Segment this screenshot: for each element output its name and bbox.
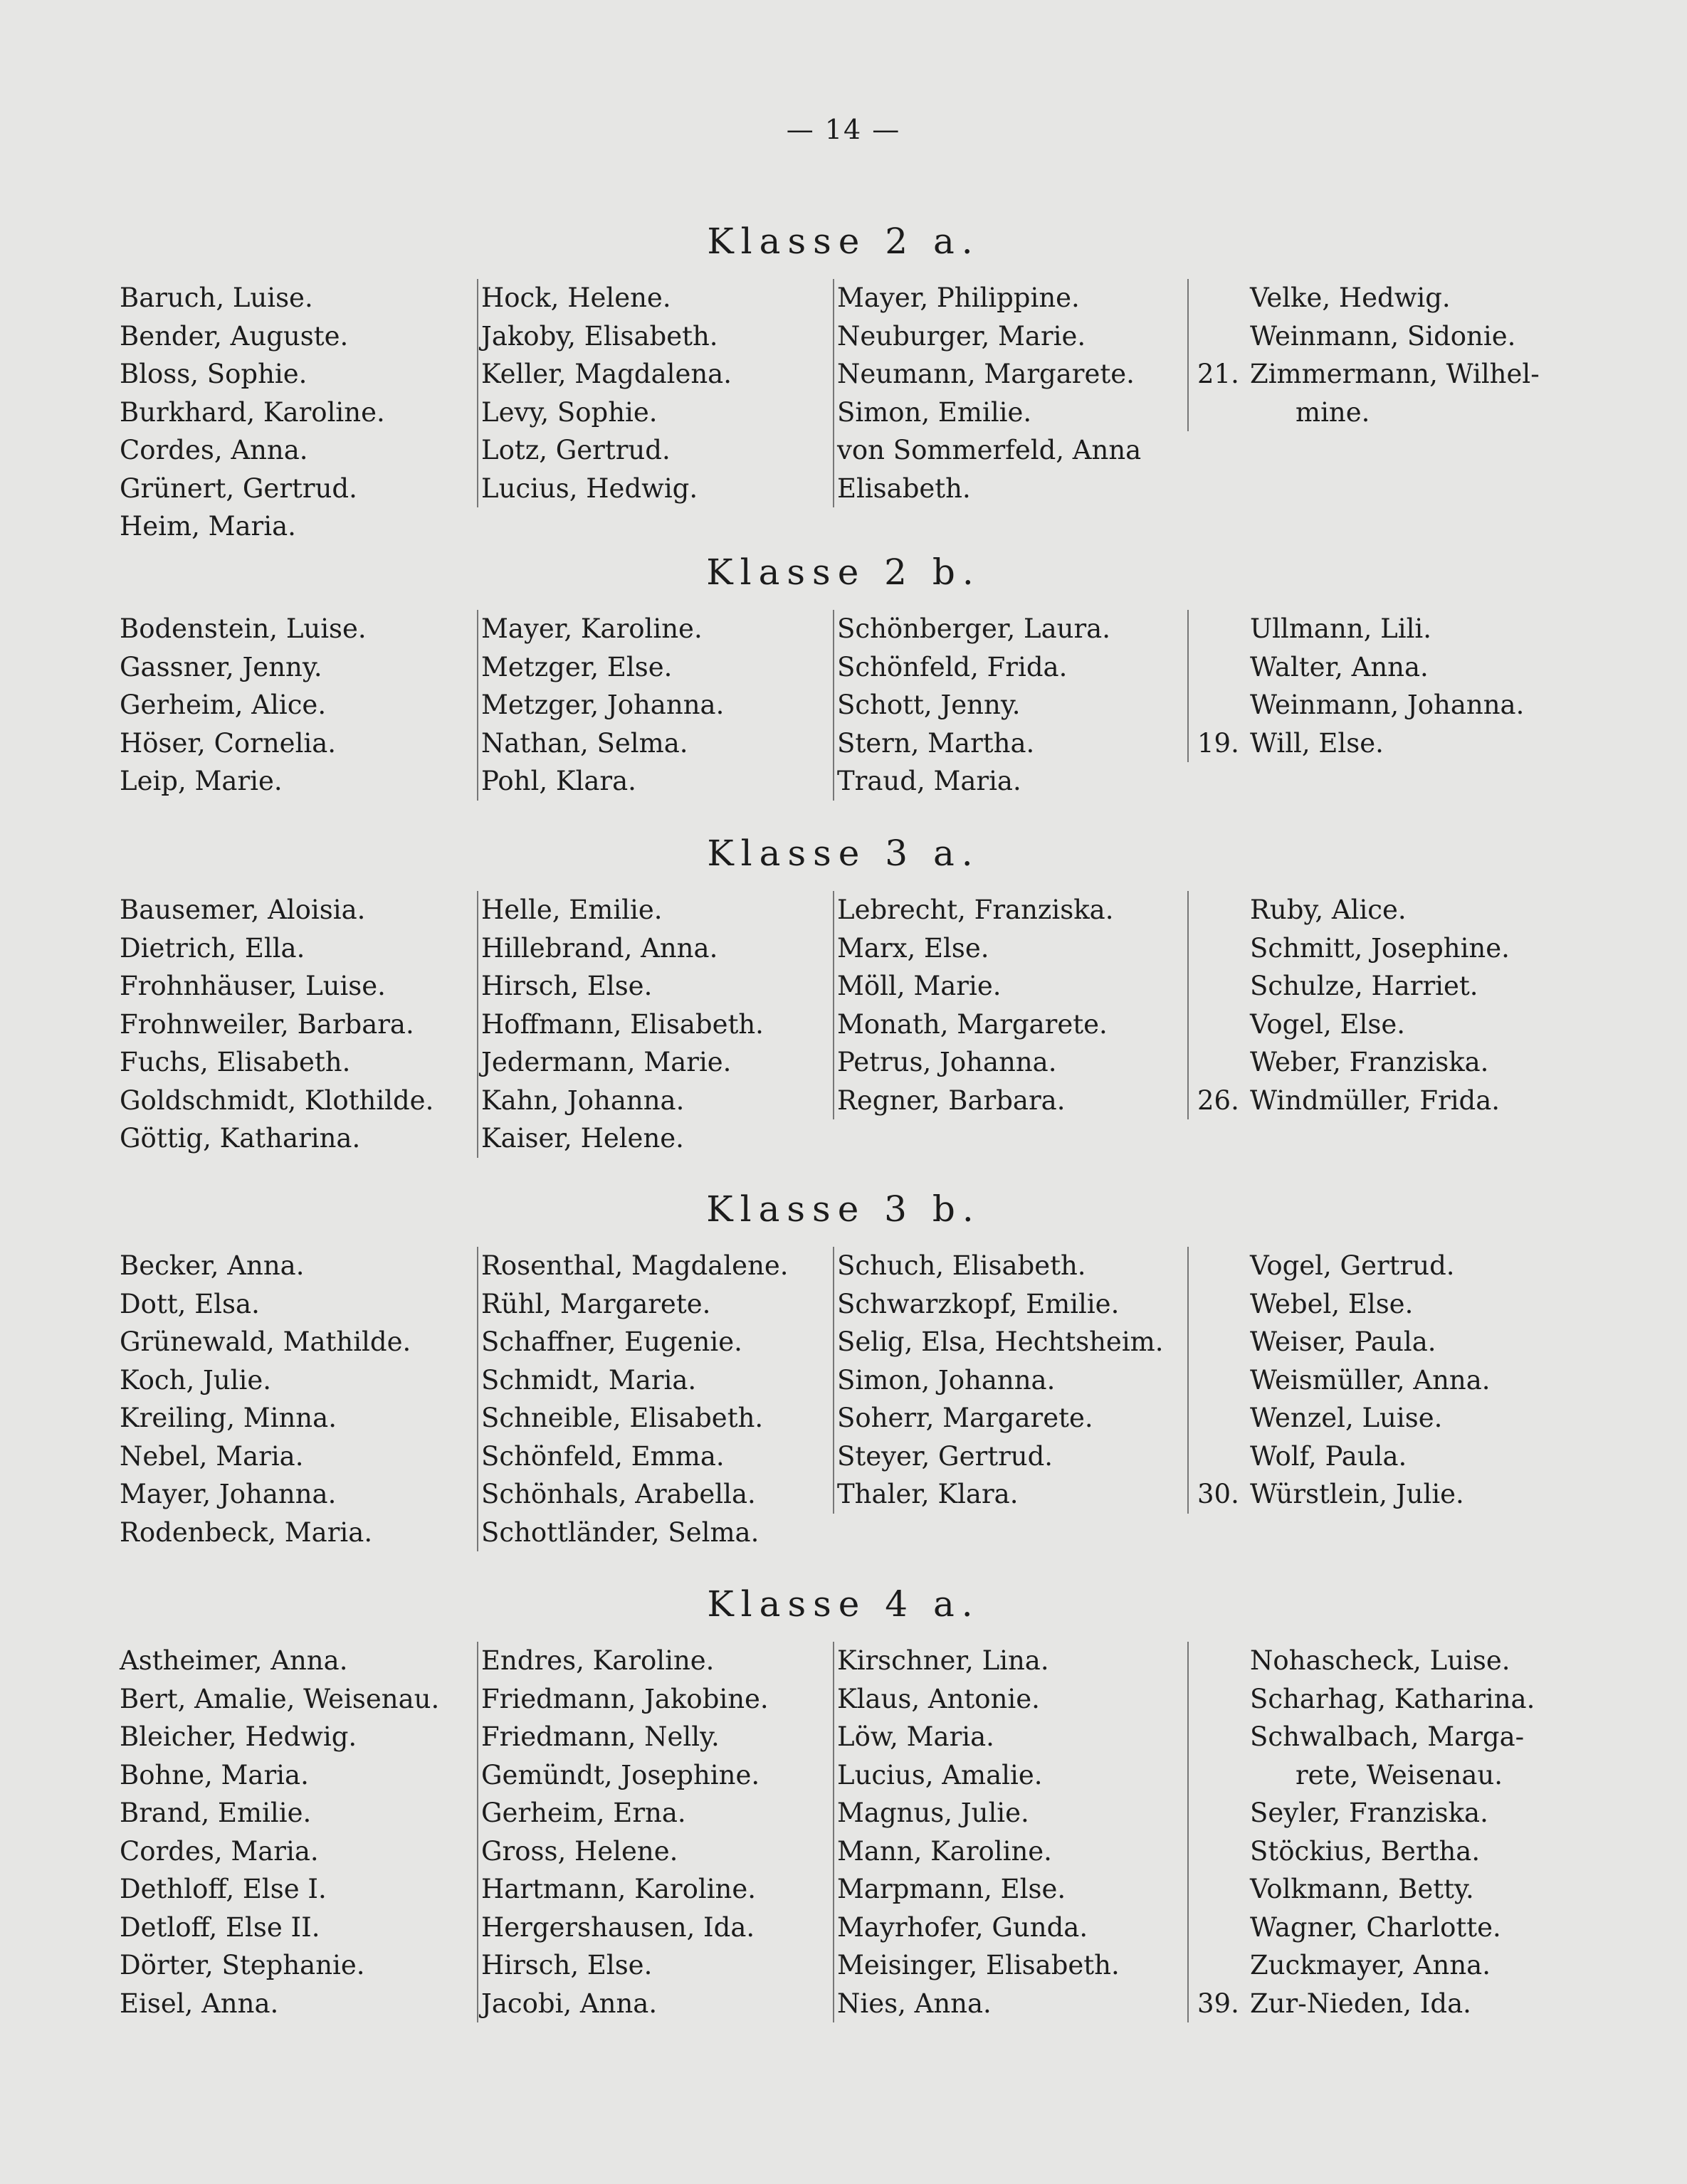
student-name: Pohl, Klara. <box>481 766 636 796</box>
student-name-text: Schulze, Harriet. <box>1250 971 1478 1001</box>
student-name-text: Ullmann, Lili. <box>1250 613 1432 644</box>
student-name: Meisinger, Elisabeth. <box>837 1950 1120 1980</box>
student-name: Schuch, Elisabeth. <box>837 1250 1086 1281</box>
student-name: Schaffner, Eugenie. <box>481 1326 742 1357</box>
class-count: 19. <box>1197 727 1239 759</box>
student-name-text: Zimmermann, Wilhel- <box>1250 359 1540 389</box>
student-name-text: Webel, Else. <box>1250 1288 1414 1319</box>
student-name: von Sommerfeld, Anna <box>837 435 1142 465</box>
student-name: Friedmann, Nelly. <box>481 1721 720 1752</box>
student-name: Simon, Johanna. <box>837 1364 1056 1396</box>
name-column <box>1187 1642 1587 2022</box>
student-name: Neuburger, Marie. <box>837 320 1086 352</box>
student-name: Dott, Elsa. <box>120 1288 260 1319</box>
student-name: Jakoby, Elisabeth. <box>481 320 718 352</box>
student-name: Kahn, Johanna. <box>481 1085 685 1116</box>
name-column <box>833 610 1186 801</box>
name-column <box>477 1642 830 2022</box>
student-name <box>1189 610 1587 648</box>
student-name: Regner, Barbara. <box>837 1085 1066 1116</box>
student-name: Hillebrand, Anna. <box>481 932 718 964</box>
student-name: Mann, Karoline. <box>837 1835 1052 1867</box>
name-column <box>120 610 461 801</box>
student-name: Jacobi, Anna. <box>481 1988 658 2019</box>
student-name: Friedmann, Jakobine. <box>481 1683 769 1714</box>
student-name <box>1189 648 1587 687</box>
student-name: Petrus, Johanna. <box>837 1047 1057 1077</box>
student-name: Hock, Helene. <box>481 283 671 313</box>
student-name: Endres, Karoline. <box>481 1645 715 1676</box>
student-name-text: Volkmann, Betty. <box>1250 1874 1474 1904</box>
student-name: Bloss, Sophie. <box>120 359 308 389</box>
student-name: Frohnweiler, Barbara. <box>120 1008 414 1040</box>
student-name: Gassner, Jenny. <box>120 651 322 682</box>
student-name <box>1189 1006 1587 1044</box>
student-name <box>1189 355 1587 394</box>
student-name: Mayer, Philippine. <box>837 283 1080 313</box>
student-name: Schmidt, Maria. <box>481 1364 697 1396</box>
student-name: Nebel, Maria. <box>120 1440 304 1472</box>
name-column <box>833 891 1186 1119</box>
student-name: Simon, Emilie. <box>837 396 1032 428</box>
name-column <box>120 279 461 546</box>
student-name: Becker, Anna. <box>120 1250 305 1281</box>
class-count: 39. <box>1197 1988 1239 2019</box>
student-name: Gerheim, Erna. <box>481 1798 686 1828</box>
student-name: Schönberger, Laura. <box>837 613 1110 644</box>
student-name: Hergershausen, Ida. <box>481 1911 755 1943</box>
student-name-text: Weber, Franziska. <box>1250 1047 1489 1077</box>
student-name: Thaler, Klara. <box>837 1479 1019 1509</box>
student-name-text: Wolf, Paula. <box>1250 1440 1407 1472</box>
student-name <box>1189 929 1587 968</box>
student-name: Möll, Marie. <box>837 971 1002 1001</box>
student-name: Kirschner, Lina. <box>837 1645 1049 1676</box>
student-name-text: Seyler, Franziska. <box>1250 1798 1488 1828</box>
student-name <box>1189 1082 1587 1120</box>
student-name-text: Vogel, Gertrud. <box>1250 1250 1455 1281</box>
student-name: Bert, Amalie, Weisenau. <box>120 1683 440 1714</box>
student-name: Jedermann, Marie. <box>481 1047 732 1077</box>
student-name-text: Schmitt, Josephine. <box>1250 932 1510 964</box>
student-name: Schönhals, Arabella. <box>481 1479 756 1509</box>
student-name: Cordes, Maria. <box>120 1835 319 1867</box>
student-name: Nathan, Selma. <box>481 727 688 759</box>
student-name <box>1189 724 1587 763</box>
student-name <box>1189 1680 1587 1719</box>
student-name <box>1189 1043 1587 1082</box>
student-name: Brand, Emilie. <box>120 1798 312 1828</box>
class-count: 26. <box>1197 1085 1239 1116</box>
student-name <box>1189 686 1587 724</box>
student-name-text: mine. <box>1296 396 1370 428</box>
student-name: Astheimer, Anna. <box>120 1645 348 1676</box>
student-name: Burkhard, Karoline. <box>120 396 385 428</box>
student-name-text: Wenzel, Luise. <box>1250 1403 1443 1433</box>
student-name: Mayer, Johanna. <box>120 1479 337 1509</box>
class-count: 30. <box>1197 1479 1239 1509</box>
student-name: Lotz, Gertrud. <box>481 435 671 465</box>
student-name <box>1189 317 1587 356</box>
class-title: Klasse 2 a. <box>707 221 980 262</box>
student-name: Löw, Maria. <box>837 1721 994 1752</box>
student-name: Metzger, Else. <box>481 651 673 682</box>
student-name: Gerheim, Alice. <box>120 690 327 720</box>
student-name-text: Ruby, Alice. <box>1250 895 1407 925</box>
student-name-text: Würstlein, Julie. <box>1250 1479 1464 1509</box>
class-title: Klasse 3 b. <box>706 1188 981 1230</box>
student-name: Magnus, Julie. <box>837 1798 1029 1828</box>
student-name: Keller, Magdalena. <box>481 359 732 389</box>
student-name <box>1189 967 1587 1006</box>
student-name: Metzger, Johanna. <box>481 690 725 720</box>
student-name <box>1189 394 1587 432</box>
name-column <box>120 891 461 1158</box>
student-name: Schott, Jenny. <box>837 690 1021 720</box>
student-name <box>1189 1285 1587 1324</box>
student-name <box>1189 1909 1587 1947</box>
student-name <box>1189 1794 1587 1832</box>
student-name: Lebrecht, Franziska. <box>837 895 1114 925</box>
student-name: Schottländer, Selma. <box>481 1516 760 1548</box>
student-name: Selig, Elsa, Hechtsheim. <box>837 1326 1164 1357</box>
student-name: Soherr, Margarete. <box>837 1403 1093 1433</box>
student-name: Bodenstein, Luise. <box>120 613 367 644</box>
class-title: Klasse 3 a. <box>707 833 980 874</box>
student-name-text: Weinmann, Johanna. <box>1250 690 1525 720</box>
student-name: Gemündt, Josephine. <box>481 1759 760 1790</box>
student-name-text: Nohascheck, Luise. <box>1250 1645 1510 1676</box>
student-name-text: Windmüller, Frida. <box>1250 1085 1501 1116</box>
student-name: Leip, Marie. <box>120 766 283 796</box>
student-name <box>1189 1870 1587 1909</box>
class-count: 21. <box>1197 359 1239 389</box>
student-name: Dietrich, Ella. <box>120 932 305 964</box>
student-name: Nies, Anna. <box>837 1988 992 2019</box>
student-name: Klaus, Antonie. <box>837 1683 1040 1714</box>
student-name: Detloff, Else II. <box>120 1911 320 1943</box>
student-name <box>1189 1399 1587 1437</box>
student-name-text: Weismüller, Anna. <box>1250 1364 1491 1396</box>
student-name: Lucius, Amalie. <box>837 1759 1043 1790</box>
student-name <box>1189 1475 1587 1514</box>
student-name <box>1189 1323 1587 1361</box>
student-name: Schneible, Elisabeth. <box>481 1403 764 1433</box>
student-name: Hirsch, Else. <box>481 1950 653 1980</box>
student-name-text: Vogel, Else. <box>1250 1008 1406 1040</box>
name-column <box>833 279 1186 507</box>
student-name-text: Velke, Hedwig. <box>1250 283 1451 313</box>
student-name: Goldschmidt, Klothilde. <box>120 1085 434 1116</box>
student-name: Gross, Helene. <box>481 1835 678 1867</box>
student-name: Bausemer, Aloisia. <box>120 895 366 925</box>
student-name: Koch, Julie. <box>120 1364 271 1396</box>
student-name: Kaiser, Helene. <box>481 1123 684 1154</box>
student-name <box>1189 1946 1587 1985</box>
student-name-text: Will, Else. <box>1250 727 1384 759</box>
name-column <box>1187 610 1587 762</box>
student-name <box>1189 1437 1587 1476</box>
student-name-text: Zuckmayer, Anna. <box>1250 1950 1491 1980</box>
student-name: Schönfeld, Emma. <box>481 1440 725 1472</box>
class-title: Klasse 2 b. <box>706 552 981 593</box>
student-name: Grünert, Gertrud. <box>120 473 357 504</box>
student-name <box>1189 1361 1587 1400</box>
student-name: Mayer, Karoline. <box>481 613 703 644</box>
student-name: Schönfeld, Frida. <box>837 651 1068 682</box>
student-name: Dörter, Stephanie. <box>120 1950 365 1980</box>
student-name-text: rete, Weisenau. <box>1296 1759 1503 1790</box>
student-name: Steyer, Gertrud. <box>837 1440 1053 1472</box>
student-name: Cordes, Anna. <box>120 435 308 465</box>
student-name <box>1189 1247 1587 1285</box>
name-column <box>1187 891 1587 1119</box>
student-name: Levy, Sophie. <box>481 396 658 428</box>
student-name <box>1189 1756 1587 1795</box>
name-column <box>120 1642 461 2022</box>
name-column <box>833 1642 1186 2022</box>
student-name: Baruch, Luise. <box>120 283 313 313</box>
student-name: Mayrhofer, Gunda. <box>837 1911 1088 1943</box>
student-name: Bleicher, Hedwig. <box>120 1721 357 1752</box>
student-name: Göttig, Katharina. <box>120 1123 361 1154</box>
student-name: Monath, Margarete. <box>837 1008 1108 1040</box>
student-name-text: Stöckius, Bertha. <box>1250 1835 1481 1867</box>
student-name-text: Zur-Nieden, Ida. <box>1250 1988 1471 2019</box>
name-column <box>477 279 830 507</box>
student-name: Hartmann, Karoline. <box>481 1874 757 1904</box>
student-name: Elisabeth. <box>837 473 971 504</box>
student-name-text: Wagner, Charlotte. <box>1250 1911 1501 1943</box>
student-name-text: Weinmann, Sidonie. <box>1250 320 1516 352</box>
student-name-text: Schwalbach, Marga- <box>1250 1721 1525 1752</box>
student-name: Frohnhäuser, Luise. <box>120 971 386 1001</box>
student-name: Eisel, Anna. <box>120 1988 279 2019</box>
student-name-text: Walter, Anna. <box>1250 651 1429 682</box>
student-name: Höser, Cornelia. <box>120 727 337 759</box>
student-name: Rosenthal, Magdalene. <box>481 1250 789 1281</box>
student-name <box>1189 1832 1587 1871</box>
name-column <box>477 1247 830 1551</box>
student-name: Marx, Else. <box>837 932 989 964</box>
student-name: Traud, Maria. <box>837 766 1021 796</box>
student-name-text: Weiser, Paula. <box>1250 1326 1436 1357</box>
student-name: Rodenbeck, Maria. <box>120 1516 373 1548</box>
class-title: Klasse 4 a. <box>707 1583 980 1625</box>
student-name: Bender, Auguste. <box>120 320 349 352</box>
student-name: Schwarzkopf, Emilie. <box>837 1288 1120 1319</box>
name-column <box>833 1247 1186 1514</box>
student-name: Fuchs, Elisabeth. <box>120 1047 351 1077</box>
name-column <box>1187 279 1587 431</box>
name-column <box>1187 1247 1587 1514</box>
page-number: — 14 — <box>786 114 901 145</box>
student-name: Kreiling, Minna. <box>120 1403 337 1433</box>
student-name-text: Scharhag, Katharina. <box>1250 1683 1535 1714</box>
student-name: Marpmann, Else. <box>837 1874 1066 1904</box>
student-name: Hirsch, Else. <box>481 971 653 1001</box>
student-name: Neumann, Margarete. <box>837 359 1135 389</box>
student-name: Bohne, Maria. <box>120 1759 309 1790</box>
student-name: Lucius, Hedwig. <box>481 473 698 504</box>
student-name <box>1189 1642 1587 1680</box>
student-name <box>1189 1718 1587 1756</box>
student-name <box>1189 891 1587 929</box>
student-name: Hoffmann, Elisabeth. <box>481 1008 764 1040</box>
name-column <box>120 1247 461 1551</box>
student-name: Heim, Maria. <box>120 511 296 542</box>
student-name <box>1189 279 1587 317</box>
student-name: Stern, Martha. <box>837 727 1035 759</box>
student-name: Grünewald, Mathilde. <box>120 1326 411 1357</box>
student-name: Rühl, Margarete. <box>481 1288 711 1319</box>
student-name: Helle, Emilie. <box>481 895 663 925</box>
student-name <box>1189 1985 1587 2023</box>
student-name: Dethloff, Else I. <box>120 1874 327 1904</box>
name-column <box>477 610 830 801</box>
name-column <box>477 891 830 1158</box>
